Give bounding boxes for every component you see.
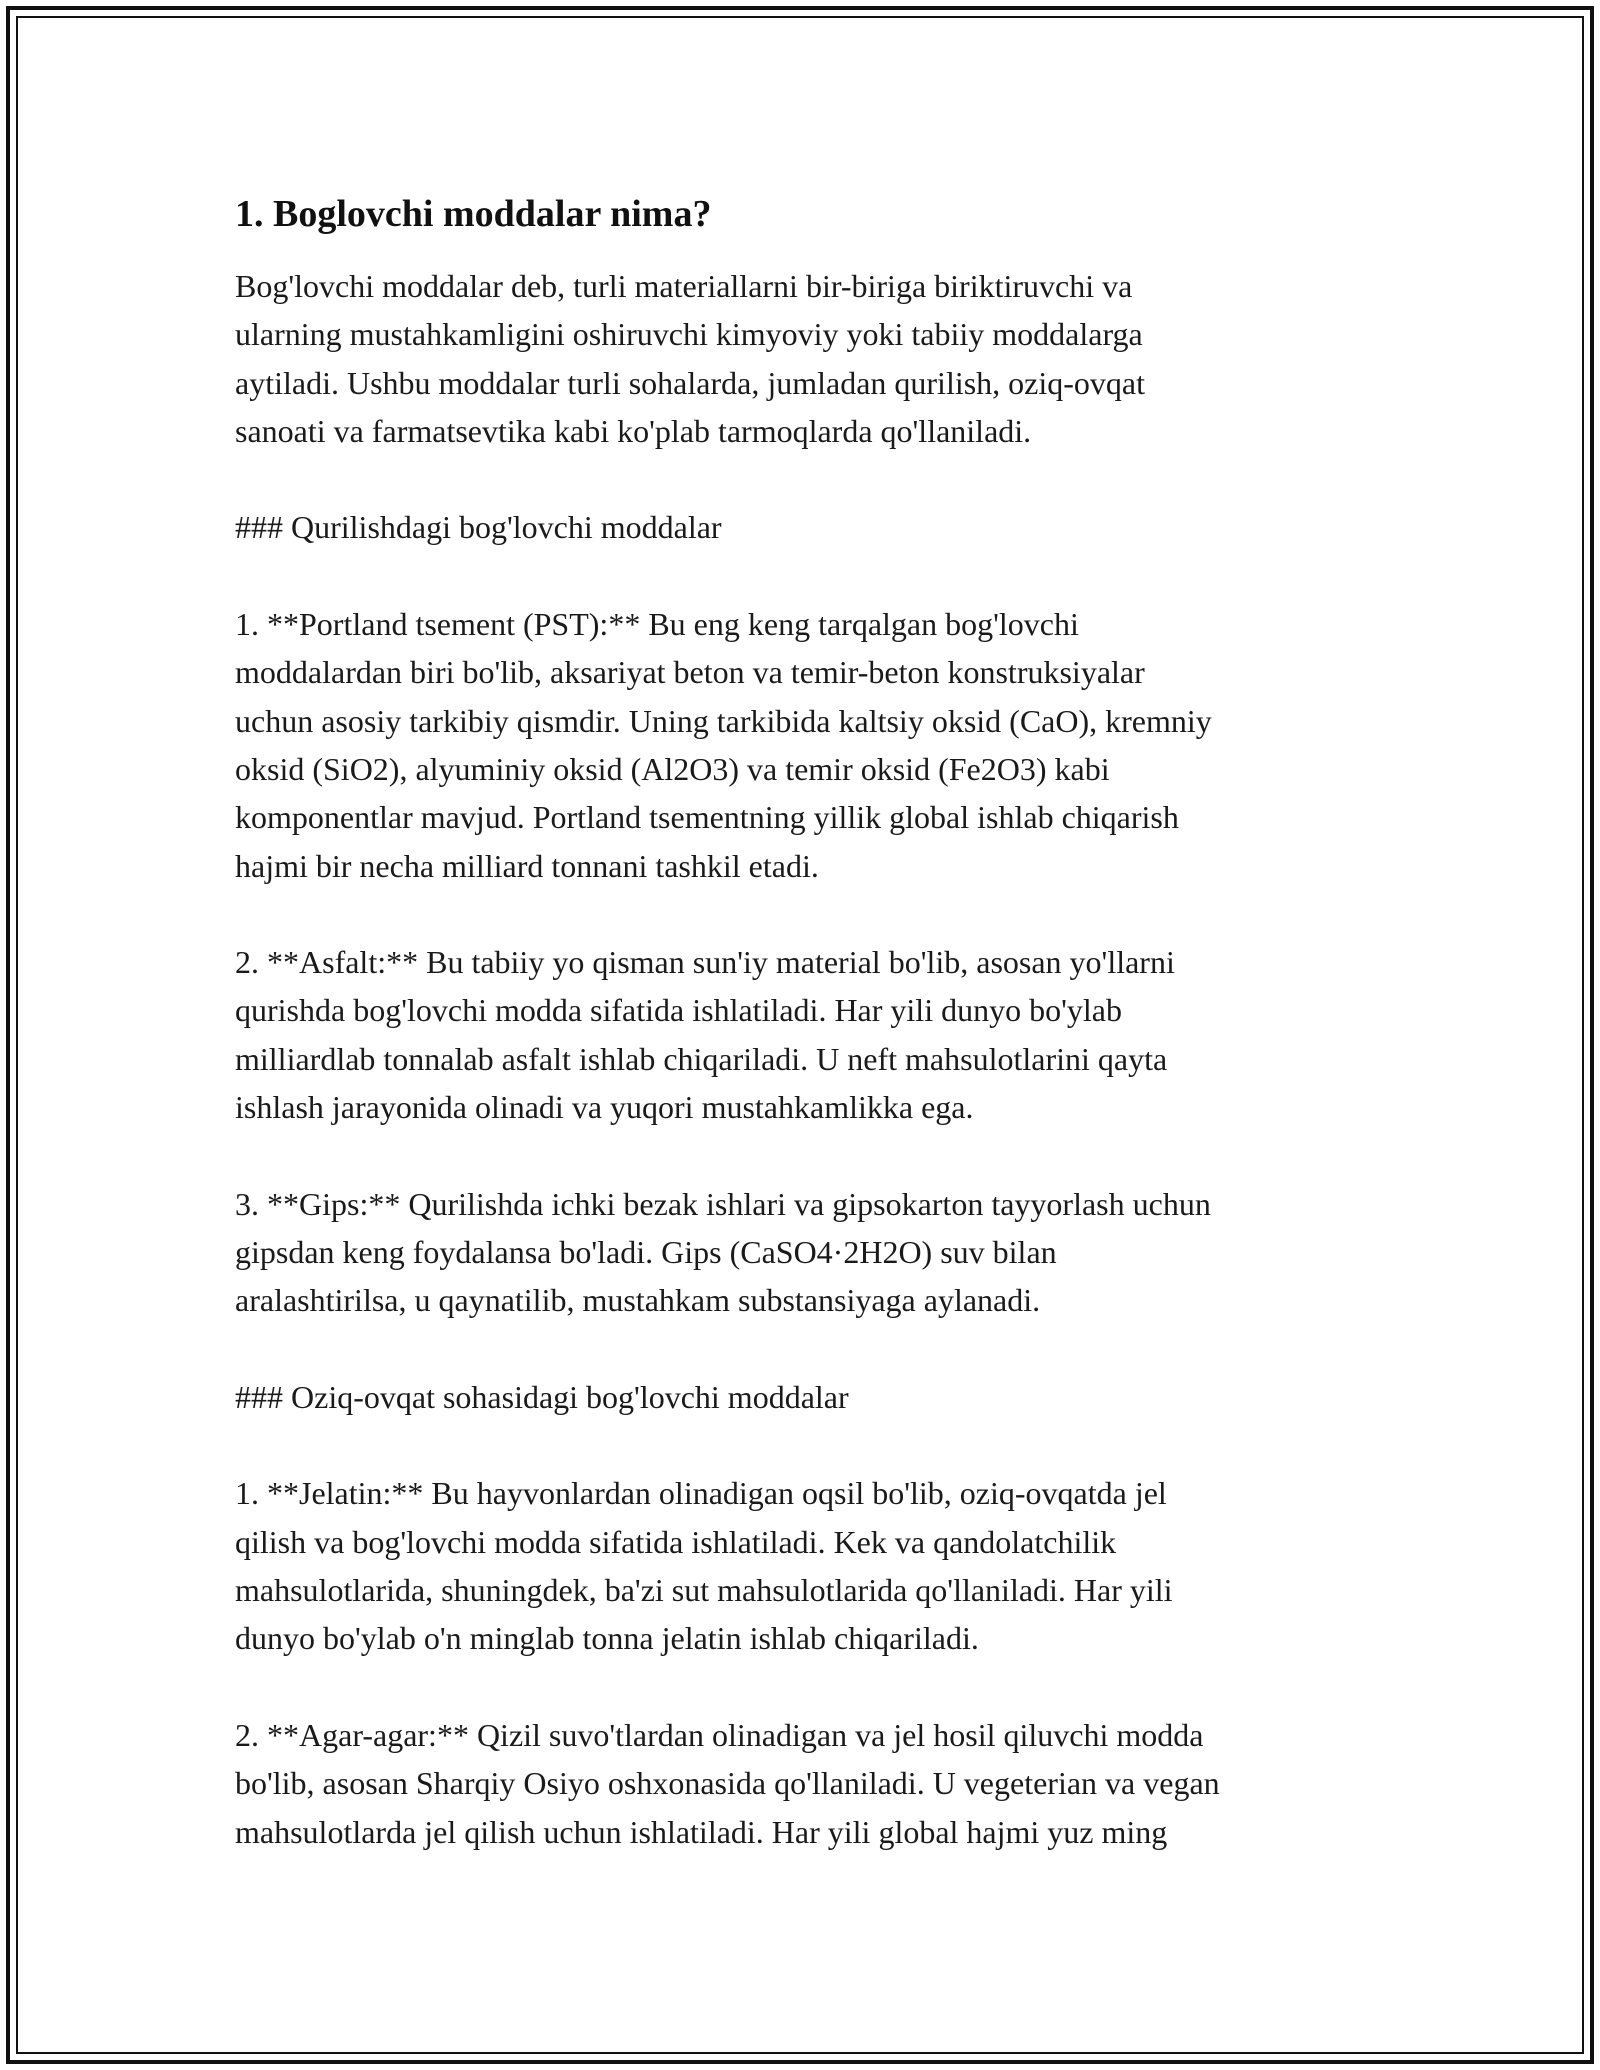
list-item-gelatin: 1. **Jelatin:** Bu hayvonlardan olinadigan oqsil bo'lib, oziq-ovqatda jel qilish va bog'lovchi modda sifatida ishlatiladi. Kek va qandolatchilik mahsulotlarida, shuningdek, ba'zi sut mahsulotlarida qo'llaniladi. Har yili dunyo bo'ylab o'n minglab tonna jelatin ishlab chiqariladi. (235, 1475, 1173, 1657)
list-item-asphalt: 2. **Asfalt:** Bu tabiiy yo qisman sun'iy material bo'lib, asosan yo'llarni qurishda bog'lovchi modda sifatida ishlatiladi. Har yili dunyo bo'ylab milliardlab tonnalab asfalt ishlab chiqariladi. U neft mahsulotlarini qayta ishlash jarayonida olinadi va yuqori mustahkamlikka ega. (235, 944, 1175, 1126)
section-heading-food: ### Oziq-ovqat sohasidagi bog'lovchi moddalar (235, 1378, 849, 1415)
document-title: 1. Boglovchi moddalar nima? (235, 193, 712, 235)
document-body (235, 190, 1415, 1856)
intro-paragraph: Bog'lovchi moddalar deb, turli materiallarni bir-biriga biriktiruvchi va ularning mustahkamligini oshiruvchi kimyoviy yoki tabiiy moddalarga aytiladi. Ushbu moddalar turli sohalarda, jumladan qurilish, oziq-ovqat sanoati va farmatsevtika kabi ko'plab tarmoqlarda qo'llaniladi. (235, 268, 1146, 449)
list-item-gypsum: 3. **Gips:** Qurilishda ichki bezak ishlari va gipsokarton tayyorlash uchun gipsdan keng foydalansa bo'ladi. Gips (CaSO4·2H2O) suv bilan aralashtirilsa, u qaynatilib, mustahkam substansiyaga aylanadi. (235, 1185, 1211, 1319)
section-heading-construction: ### Qurilishdagi bog'lovchi moddalar (235, 509, 722, 546)
list-item-portland-cement: 1. **Portland tsement (PST):** Bu eng keng tarqalgan bog'lovchi moddalardan biri bo'lib, aksariyat beton va temir-beton konstruksiyalar uchun asosiy tarkibiy qismdir. Uning tarkibida kaltsiy oksid (CaO), kremniy oksid (SiO2), alyuminiy oksid (Al2O3) va temir oksid (Fe2O3) kabi komponentlar mavjud. Portland tsementning yillik global ishlab chiqarish hajmi bir necha milliard tonnani tashkil etadi. (235, 606, 1212, 884)
list-item-agar-agar: 2. **Agar-agar:** Qizil suvo'tlardan olinadigan va jel hosil qiluvchi modda bo'lib, asosan Sharqiy Osiyo oshxonasida qo'llaniladi. U vegeterian va vegan mahsulotlarda jel qilish uchun ishlatiladi. Har yili global hajmi yuz ming (235, 1716, 1220, 1850)
